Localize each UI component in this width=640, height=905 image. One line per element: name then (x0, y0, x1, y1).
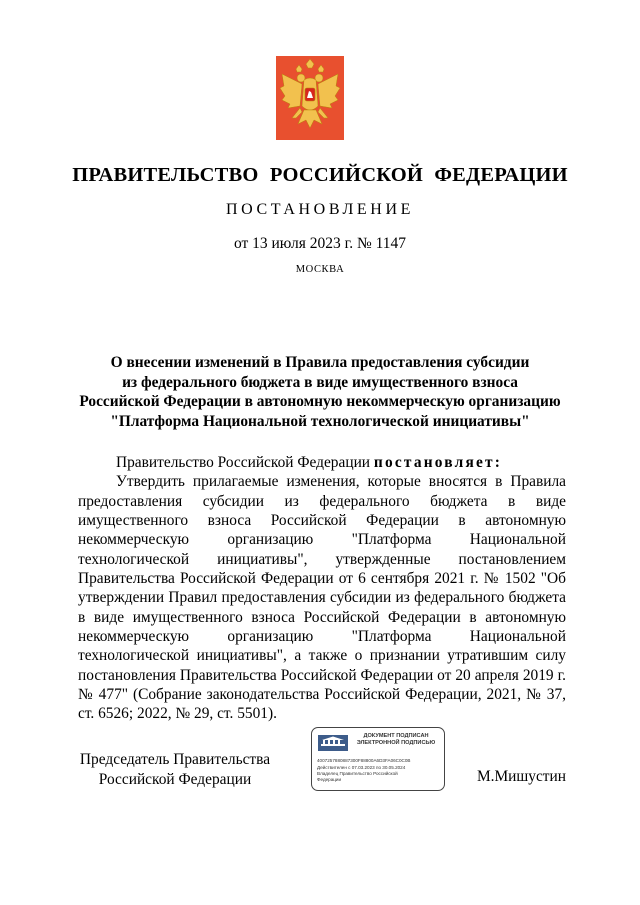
signer-position (70, 750, 280, 789)
decree-paragraph: Утвердить прилагаемые изменения, которые вносятся в Правила предоставления субсидии из федерального бюджета в виде имущественного взноса Российской Федерации в автономную некоммерческую организацию "Платформа Национальной технологической инициативы", утвержденные постановлением Правительства Российской Федерации от 6 сентября 2021 г. № 1502 "Об утверждении Правил предоставления субсидии из федерального бюджета в виде имущественного взноса Российской Федерации в автономную некоммерческую организацию "Платформа Национальной технологической инициативы", а также о признании утратившим силу постановления Правительства Российской Федерации от 20 апреля 2019 г. № 477" (Собрание законодательства Российской Федерации, 2021, № 37, ст. 6526; 2022, № 29, ст. 5501). (78, 473, 566, 723)
document-date-number: от 13 июля 2023 г. № 1147 (233, 235, 407, 252)
decree-colon: : (494, 454, 503, 471)
government-title: ПРАВИТЕЛЬСТВО РОССИЙСКОЙ ФЕДЕРАЦИИ (72, 164, 568, 186)
signer-name: М.Мишустин (476, 768, 566, 785)
signer-position-line: Российской Федерации (98, 770, 252, 788)
stamp-owner: Владелец Правительство Российской (317, 771, 398, 776)
decree-keyword: постановляет (373, 454, 495, 471)
coat-of-arms-emblem (276, 56, 344, 140)
stamp-heading (350, 733, 442, 747)
subject-line: "Платформа Национальной технологической инициативы" (110, 412, 530, 430)
coat-of-arms-icon (276, 56, 344, 140)
document-type: ПОСТАНОВЛЕНИЕ (226, 201, 414, 218)
document-stamp-icon (318, 735, 348, 751)
document-subject (60, 353, 580, 431)
decree-intro (78, 453, 566, 472)
stamp-heading-line: ДОКУМЕНТ ПОДПИСАН (363, 733, 429, 739)
stamp-owner: Федерации (317, 777, 342, 782)
document-city: МОСКВА (295, 264, 345, 275)
stamp-heading-line: ЭЛЕКТРОННОЙ ПОДПИСЬЮ (356, 740, 436, 746)
signer-position-line: Председатель Правительства (79, 751, 271, 768)
intro-prefix: Правительство Российской Федерации (116, 454, 374, 471)
electronic-signature-stamp (311, 727, 445, 791)
document-body (78, 453, 566, 724)
stamp-certificate: 4007257880887300F88800A6D3FA06C0C0B (317, 758, 411, 763)
subject-line: из федерального бюджета в виде имущественного взноса (122, 373, 518, 391)
subject-line: О внесении изменений в Правила предоставления субсидии (110, 354, 530, 371)
subject-line: Российской Федерации в автономную некоммерческую организацию (79, 393, 561, 410)
stamp-validity: Действителен с 07.03.2023 по 30.05.2024 (317, 765, 406, 770)
